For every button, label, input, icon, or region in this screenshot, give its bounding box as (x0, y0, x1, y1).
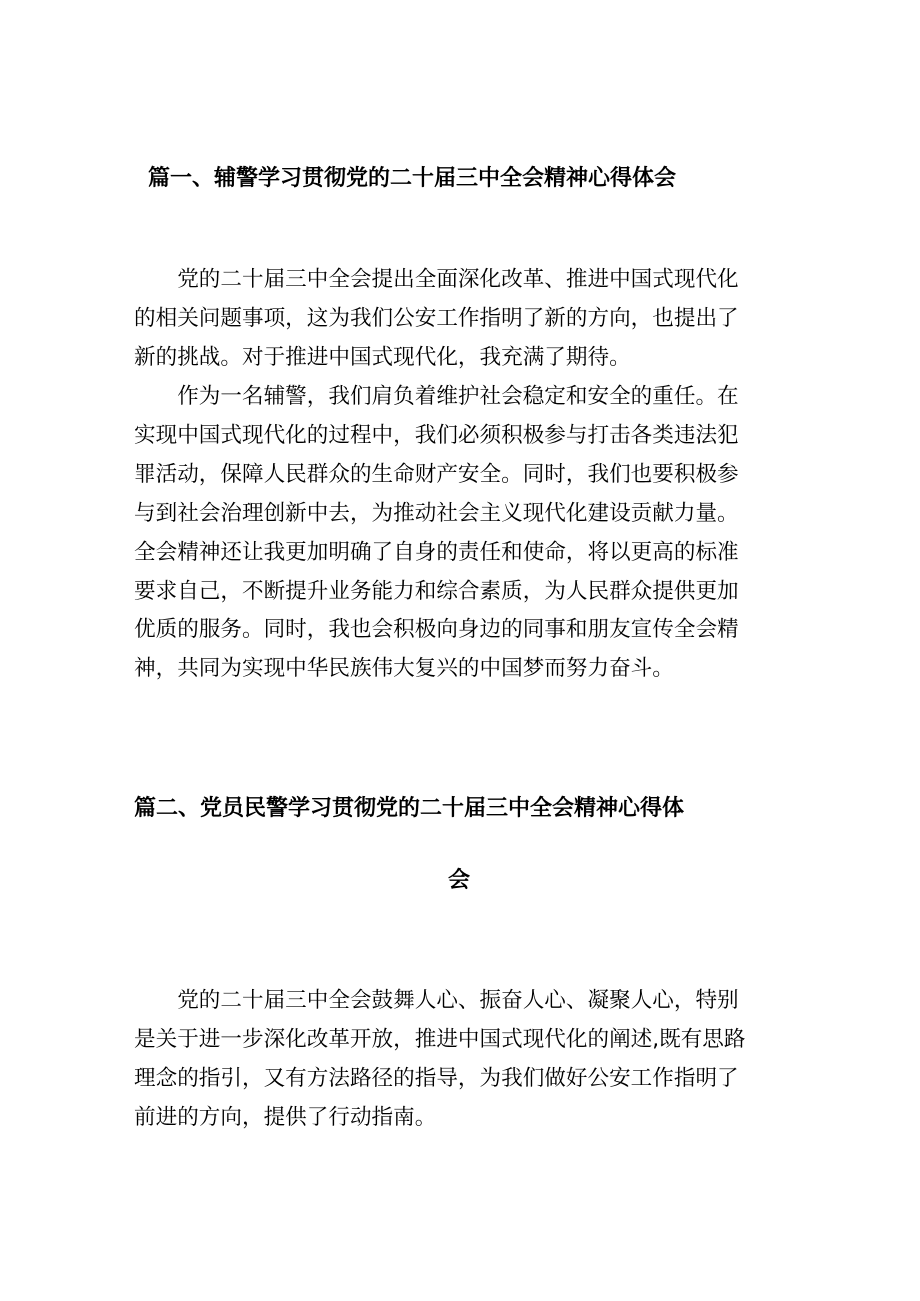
paragraph-line: 作为一名辅警，我们肩负着维护社会稳定和安全的重任。在 (134, 384, 739, 409)
paragraph-line: 是关于进一步深化改革开放，推进中国式现代化的阐述,既有思路 (134, 1026, 746, 1052)
section1-heading: 篇一、辅警学习贯彻党的二十届三中全会精神心得体会 (148, 166, 677, 191)
paragraph-line: 要求自己，不断提升业务能力和综合素质，为人民群众提供更加 (134, 578, 739, 604)
paragraph-line: 党的二十届三中全会鼓舞人心、振奋人心、凝聚人心，特别 (134, 988, 739, 1013)
section2-heading: 篇二、党员民警学习贯彻党的二十届三中全会精神心得体 (134, 796, 685, 821)
section2-heading-continuation: 会 (448, 868, 471, 893)
paragraph-line: 党的二十届三中全会提出全面深化改革、推进中国式现代化 (134, 267, 739, 292)
paragraph-line: 神，共同为实现中华民族伟大复兴的中国梦而努力奋斗。 (134, 656, 674, 682)
section2-paragraph-1 (134, 982, 790, 1138)
paragraph-line: 的相关问题事项，这为我们公安工作指明了新的方向，也提出了 (134, 305, 739, 331)
paragraph-line: 全会精神还让我更加明确了自身的责任和使命，将以更高的标准 (134, 539, 739, 565)
section1-paragraph-2 (134, 378, 790, 689)
paragraph-line: 新的挑战。对于推进中国式现代化，我充满了期待。 (134, 344, 631, 370)
paragraph-line: 优质的服务。同时，我也会积极向身边的同事和朋友宣传全会精 (134, 617, 739, 643)
paragraph-line: 与到社会治理创新中去，为推动社会主义现代化建设贡献力量。 (134, 500, 739, 526)
paragraph-line: 罪活动，保障人民群众的生命财产安全。同时，我们也要积极参 (134, 461, 739, 487)
section1-paragraph-1 (134, 261, 790, 378)
paragraph-line: 实现中国式现代化的过程中，我们必须积极参与打击各类违法犯 (134, 422, 739, 448)
paragraph-line: 理念的指引，又有方法路径的指导，为我们做好公安工作指明了 (134, 1065, 739, 1091)
paragraph-line: 前进的方向，提供了行动指南。 (134, 1104, 437, 1130)
